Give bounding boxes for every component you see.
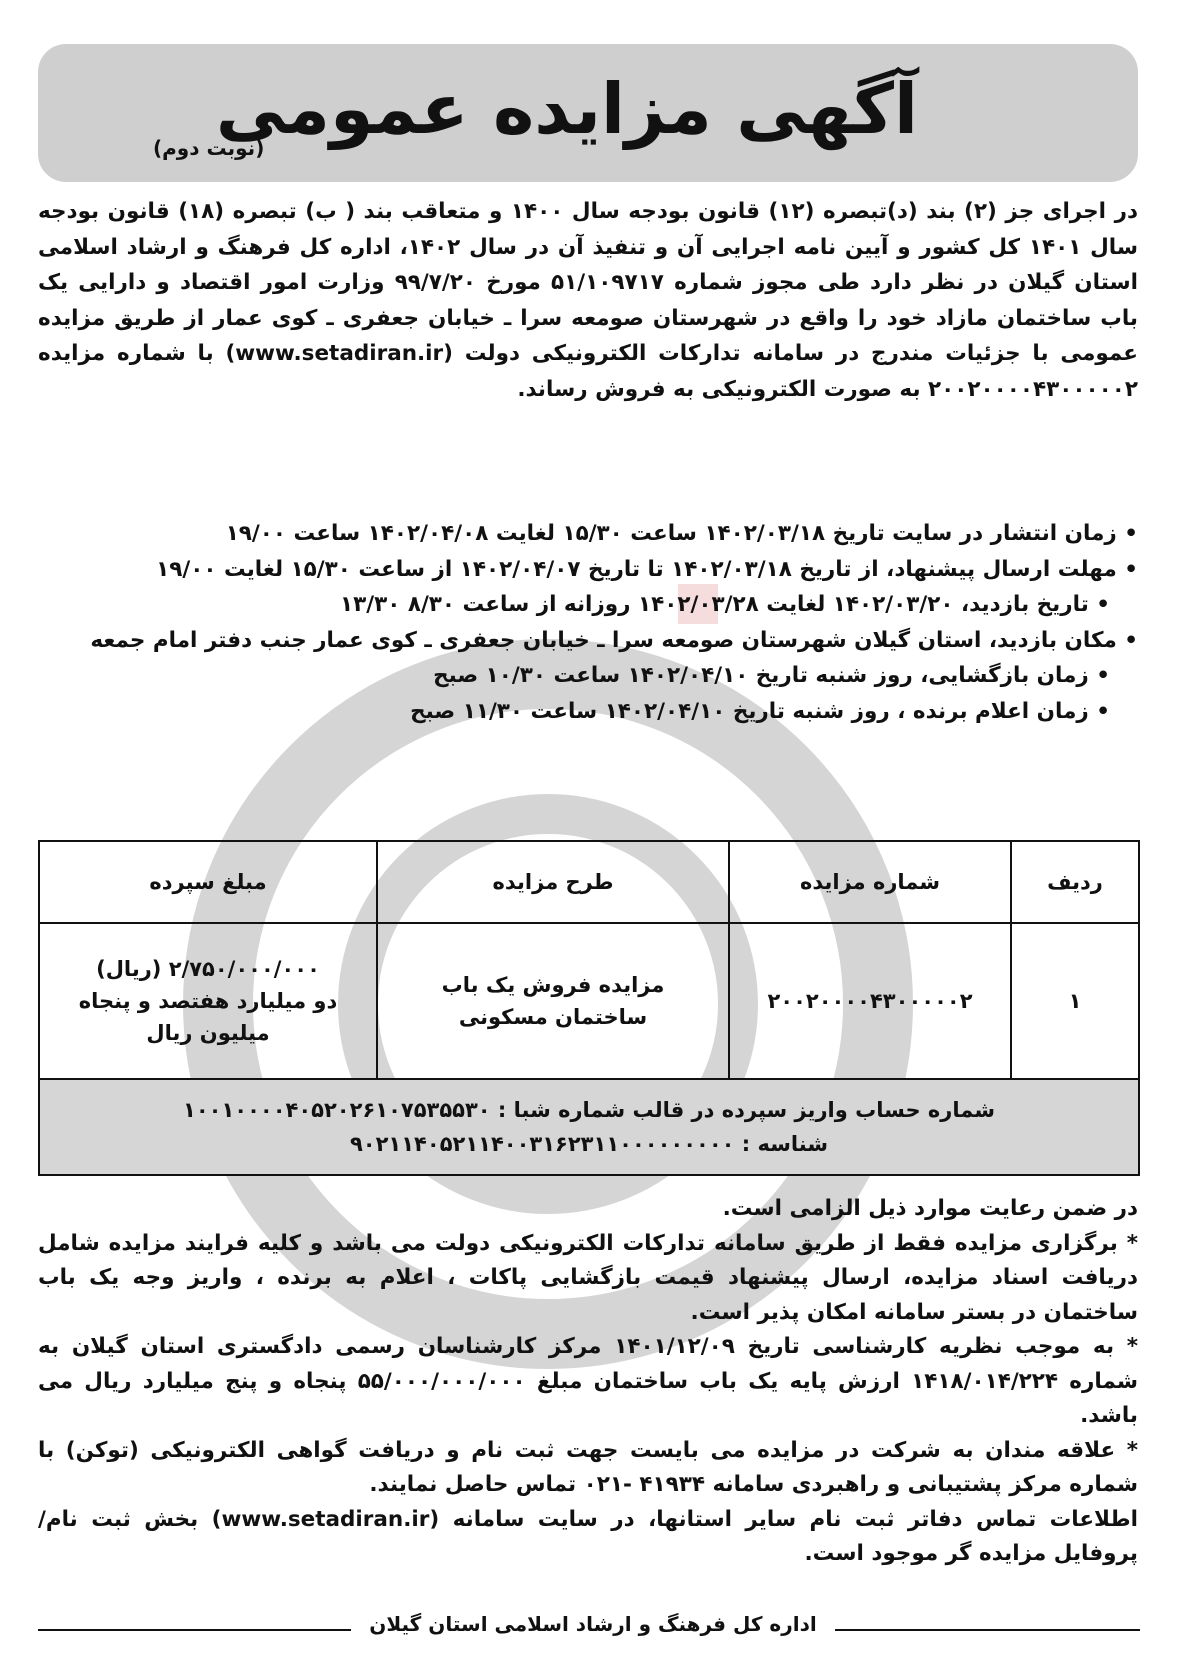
title-banner [38, 44, 1138, 182]
account-cell [39, 1079, 1139, 1175]
footer [18, 1612, 1168, 1636]
footer-organization: اداره کل فرهنگ و ارشاد اسلامی استان گیلان [351, 1612, 834, 1636]
notice-page [18, 14, 1168, 1650]
header-deposit: مبلغ سپرده [39, 841, 377, 923]
account-iban: شماره حساب واریز سپرده در قالب شماره شبا : ۱۰۰۱۰۰۰۰۴۰۵۲۰۲۶۱۰۷۵۳۵۵۳۰ [183, 1098, 995, 1122]
row-deposit [39, 923, 377, 1079]
row-subject-line1: مزایده فروش یک باب [441, 973, 665, 997]
visit-location-item: • مکان بازدید، استان گیلان شهرستان صومعه سرا ـ خیابان جعفری ـ کوی عمار جنب دفتر امام جمعه [38, 623, 1138, 659]
notice-subtitle: (نوبت دوم) [153, 136, 265, 160]
note-base-value: * به موجب نظریه کارشناسی تاریخ ۱۴۰۱/۱۲/۰۹ مرکز کارشناسان رسمی دادگستری استان گیلان به شماره ۱۴۱۸/۰۱۴/۲۲۴ ارزش پایه یک باب ساختمان مبلغ ۵۵/۰۰۰/۰۰۰/۰۰۰ پنجاه و پنج میلیارد ریال می باشد. [38, 1334, 1138, 1428]
intro-paragraph: در اجرای جز (۲) بند (د)تبصره (۱۲) قانون بودجه سال ۱۴۰۰ و متعاقب بند ( ب) تبصره (۱۸) قانون بودجه سال ۱۴۰۱ کل کشور و آیین نامه اجرایی آن و تنفیذ آن در سال ۱۴۰۲، اداره کل فرهنگ و ارشاد اسلامی استان گیلان در نظر دارد طی مجوز شماره ۵۱/۱۰۹۷۱۷ مورخ ۹۹/۷/۲۰ وزارت امور اقتصاد و دارایی یک باب ساختمان مازاد خود را واقع در شهرستان صومعه سرا ـ خیابان جعفری ـ کوی عمار از طریق مزایده عمومی با جزئیات مندرج در سامانه تدارکات الکترونیکی دولت (www.setadiran.ir) با شماره مزایده ۲۰۰۲۰۰۰۰۴۳۰۰۰۰۰۲ به صورت الکترونیکی به فروش رساند. [38, 199, 1139, 402]
account-row [39, 1079, 1139, 1175]
header-subject: طرح مزایده [377, 841, 729, 923]
schedule-list [38, 516, 1138, 729]
row-subject-line2: ساختمان مسکونی [458, 1005, 648, 1029]
proposal-deadline-item: • مهلت ارسال پیشنهاد، از تاریخ ۱۴۰۲/۰۳/۱۸ تا تاریخ ۱۴۰۲/۰۴/۰۷ از ساعت ۱۵/۳۰ لغایت ۱۹/۰۰ [38, 552, 1138, 588]
note-registration: * علاقه مندان به شرکت در مزایده می بایست جهت ثبت نام و دریافت گواهی الکترونیکی (توکن) با شماره مرکز پشتیبانی و راهبردی سامانه ۴۱۹۳۴ -۰۲۱ تماس حاصل نمایند. [38, 1437, 1138, 1497]
publish-time-item: • زمان انتشار در سایت تاریخ ۱۴۰۲/۰۳/۱۸ ساعت ۱۵/۳۰ لغایت ۱۴۰۲/۰۴/۰۸ ساعت ۱۹/۰۰ [38, 516, 1138, 552]
row-subject [377, 923, 729, 1079]
row-deposit-line2: دو میلیارد هفتصد و پنجاه [78, 989, 338, 1013]
notice-title: آگهی مزایده عمومی [215, 68, 918, 150]
row-auction-number: ۲۰۰۲۰۰۰۰۴۳۰۰۰۰۰۲ [729, 923, 1011, 1079]
row-deposit-line3: میلیون ریال [146, 1021, 270, 1045]
header-index: ردیف [1011, 841, 1139, 923]
account-id: شناسه : ۹۰۲۱۱۴۰۵۲۱۱۴۰۰۳۱۶۲۳۱۱۰۰۰۰۰۰۰۰۰ [349, 1132, 829, 1156]
row-index: ۱ [1011, 923, 1139, 1079]
row-deposit-line1: ۲/۷۵۰/۰۰۰/۰۰۰ (ریال) [96, 957, 320, 981]
table-row [39, 923, 1139, 1079]
opening-time-item: • زمان بازگشایی، روز شنبه تاریخ ۱۴۰۲/۰۴/۱۰ ساعت ۱۰/۳۰ صبح [38, 658, 1138, 694]
visit-date-item: • تاریخ بازدید، ۱۴۰۲/۰۳/۲۰ لغایت ۱۴۰۲/۰۳/۲۸ روزانه از ساعت ۸/۳۰ ۱۳/۳۰ [38, 587, 1138, 623]
winner-announce-item: • زمان اعلام برنده ، روز شنبه تاریخ ۱۴۰۲/۰۴/۱۰ ساعت ۱۱/۳۰ صبح [38, 694, 1138, 730]
table-header-row [39, 841, 1139, 923]
notes-intro: در ضمن رعایت موارد ذیل الزامی است. [722, 1196, 1138, 1221]
auction-table [38, 840, 1140, 1176]
note-contact-info: اطلاعات تماس دفاتر ثبت نام سایر استانها، در سایت سامانه (www.setadiran.ir) بخش ثبت نام/ پروفایل مزایده گر موجود است. [38, 1506, 1138, 1566]
header-auction-number: شماره مزایده [729, 841, 1011, 923]
notes-section [38, 1192, 1138, 1572]
note-electronic-process: * برگزاری مزایده فقط از طریق سامانه تدارکات الکترونیکی دولت می باشد و کلیه فرایند مزایده شامل دریافت اسناد مزایده، ارسال پیشنهاد قیمت بازگشایی پاکات ، اعلام به برنده ، واریز وجه یک باب ساختمان در بستر سامانه امکان پذیر است. [38, 1230, 1138, 1325]
